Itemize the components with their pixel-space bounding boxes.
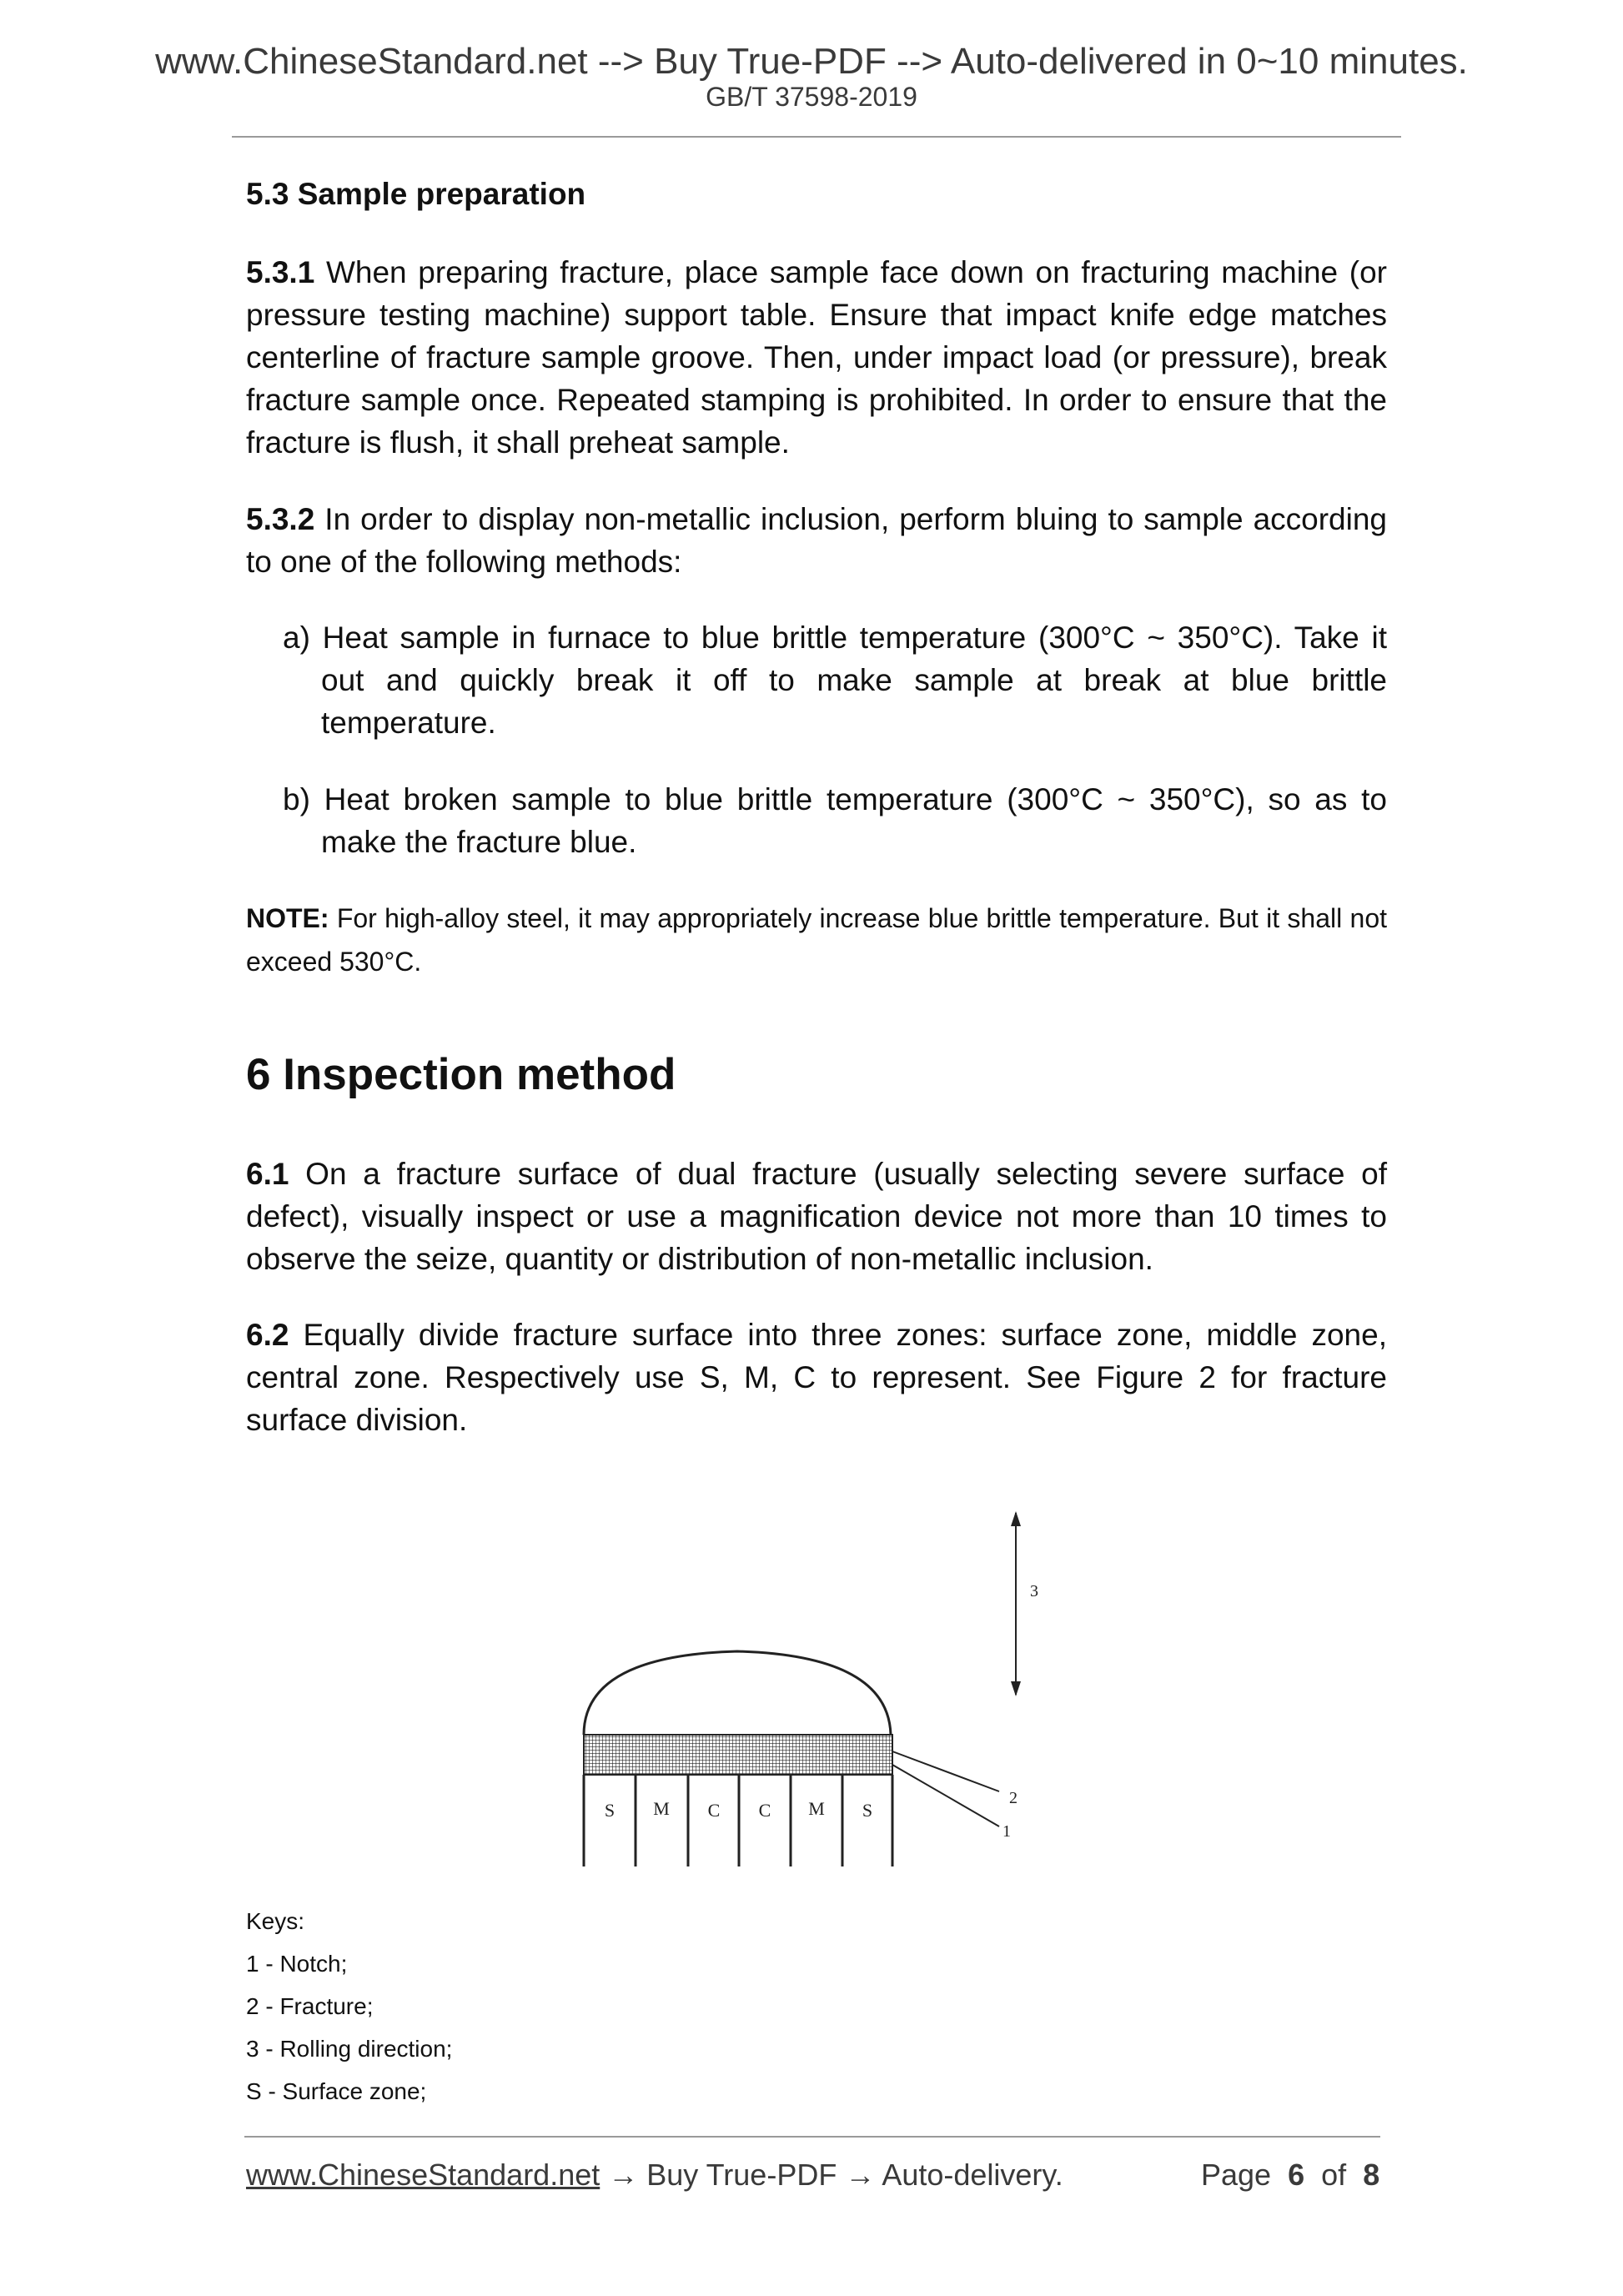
clause-text: In order to display non-metallic inclusion, perform bluing to sample according to one of the following methods: (246, 502, 1387, 579)
key-item: 2 - Fracture; (246, 1993, 374, 2019)
leader-line-1 (892, 1765, 999, 1826)
zone-label: M (808, 1798, 825, 1819)
clause-number: 6.2 (246, 1318, 289, 1352)
paragraph-5-3-2 (246, 498, 1387, 583)
zone-label: M (653, 1798, 670, 1819)
key-item: S - Surface zone; (246, 2078, 427, 2104)
footer-divider (244, 2136, 1380, 2138)
keys-title: Keys: (246, 1908, 305, 1934)
list-item-a: a) Heat sample in furnace to blue brittle temperature (300°C ~ 350°C). Take it out and quickly break it off to make sample at break at blue brittle temperature. (283, 620, 1387, 740)
page-word: Page (1201, 2158, 1272, 2192)
note-text: For high-alloy steel, it may appropriately increase blue brittle temperature. But it shall not exceed 530°C. (246, 903, 1387, 977)
arrow-head-down (1011, 1681, 1021, 1696)
paragraph-5-3-1 (246, 251, 1387, 464)
zone-label: S (604, 1800, 616, 1821)
zone-label: C (707, 1800, 721, 1821)
page-total: 8 (1363, 2158, 1380, 2192)
clause-number: 5.3.2 (246, 502, 315, 536)
clause-text: Equally divide fracture surface into three zones: surface zone, middle zone, central zone. Respectively use S, M, C to represent. See Figure 2 for fracture surface division. (246, 1318, 1387, 1437)
leader-line-2 (892, 1751, 999, 1791)
key-item: 3 - Rolling direction; (246, 2036, 453, 2062)
footer-text: → Buy True-PDF → Auto-delivery. (600, 2158, 1063, 2192)
header-divider (232, 136, 1401, 138)
arrow-head-up (1011, 1511, 1021, 1526)
clause-text: When preparing fracture, place sample face down on fracturing machine (or pressure testing machine) support table. Ensure that impact knife edge matches centerline of fracture sample groove. Then, under impact load (or pressure), break fracture sample once. Repeated stamping is prohibited. In order to ensure that the fracture is flush, it shall preheat sample. (246, 255, 1387, 460)
note-label: NOTE: (246, 903, 329, 933)
of-word: of (1321, 2158, 1347, 2192)
clause-number: 6.1 (246, 1157, 289, 1191)
fracture-arc (584, 1651, 891, 1735)
page-indicator (1201, 2160, 1379, 2190)
page-number: 6 (1288, 2158, 1305, 2192)
callout-2: 2 (1009, 1789, 1018, 1807)
callout-3: 3 (1030, 1582, 1038, 1600)
footer (246, 2160, 1063, 2190)
fracture-band (584, 1735, 892, 1775)
clause-number: 5.3.1 (246, 255, 315, 289)
clause-text: On a fracture surface of dual fracture (usually selecting severe surface of defect), visually inspect or use a magnification device not more than 10 times to observe the seize, quantity or distribution of non-metallic inclusion. (246, 1157, 1387, 1276)
paragraph-6-1 (246, 1153, 1387, 1280)
zone-label: C (758, 1800, 771, 1821)
zone-label: S (862, 1800, 873, 1821)
section-6-heading: 6 Inspection method (246, 1050, 676, 1099)
header-banner: www.ChineseStandard.net --> Buy True-PDF --> Auto-delivered in 0~10 minutes. (155, 41, 1468, 82)
list-item-b: b) Heat broken sample to blue brittle temperature (300°C ~ 350°C), so as to make the fracture blue. (283, 782, 1387, 859)
figure-2-fracture-division (575, 1510, 1043, 1876)
callout-1: 1 (1002, 1822, 1011, 1841)
footer-link[interactable]: www.ChineseStandard.net (246, 2158, 600, 2192)
key-item: 1 - Notch; (246, 1951, 348, 1977)
paragraph-6-2 (246, 1314, 1387, 1441)
note (246, 897, 1387, 983)
section-5-3-heading: 5.3 Sample preparation (246, 177, 586, 211)
document-id: GB/T 37598-2019 (706, 82, 917, 112)
